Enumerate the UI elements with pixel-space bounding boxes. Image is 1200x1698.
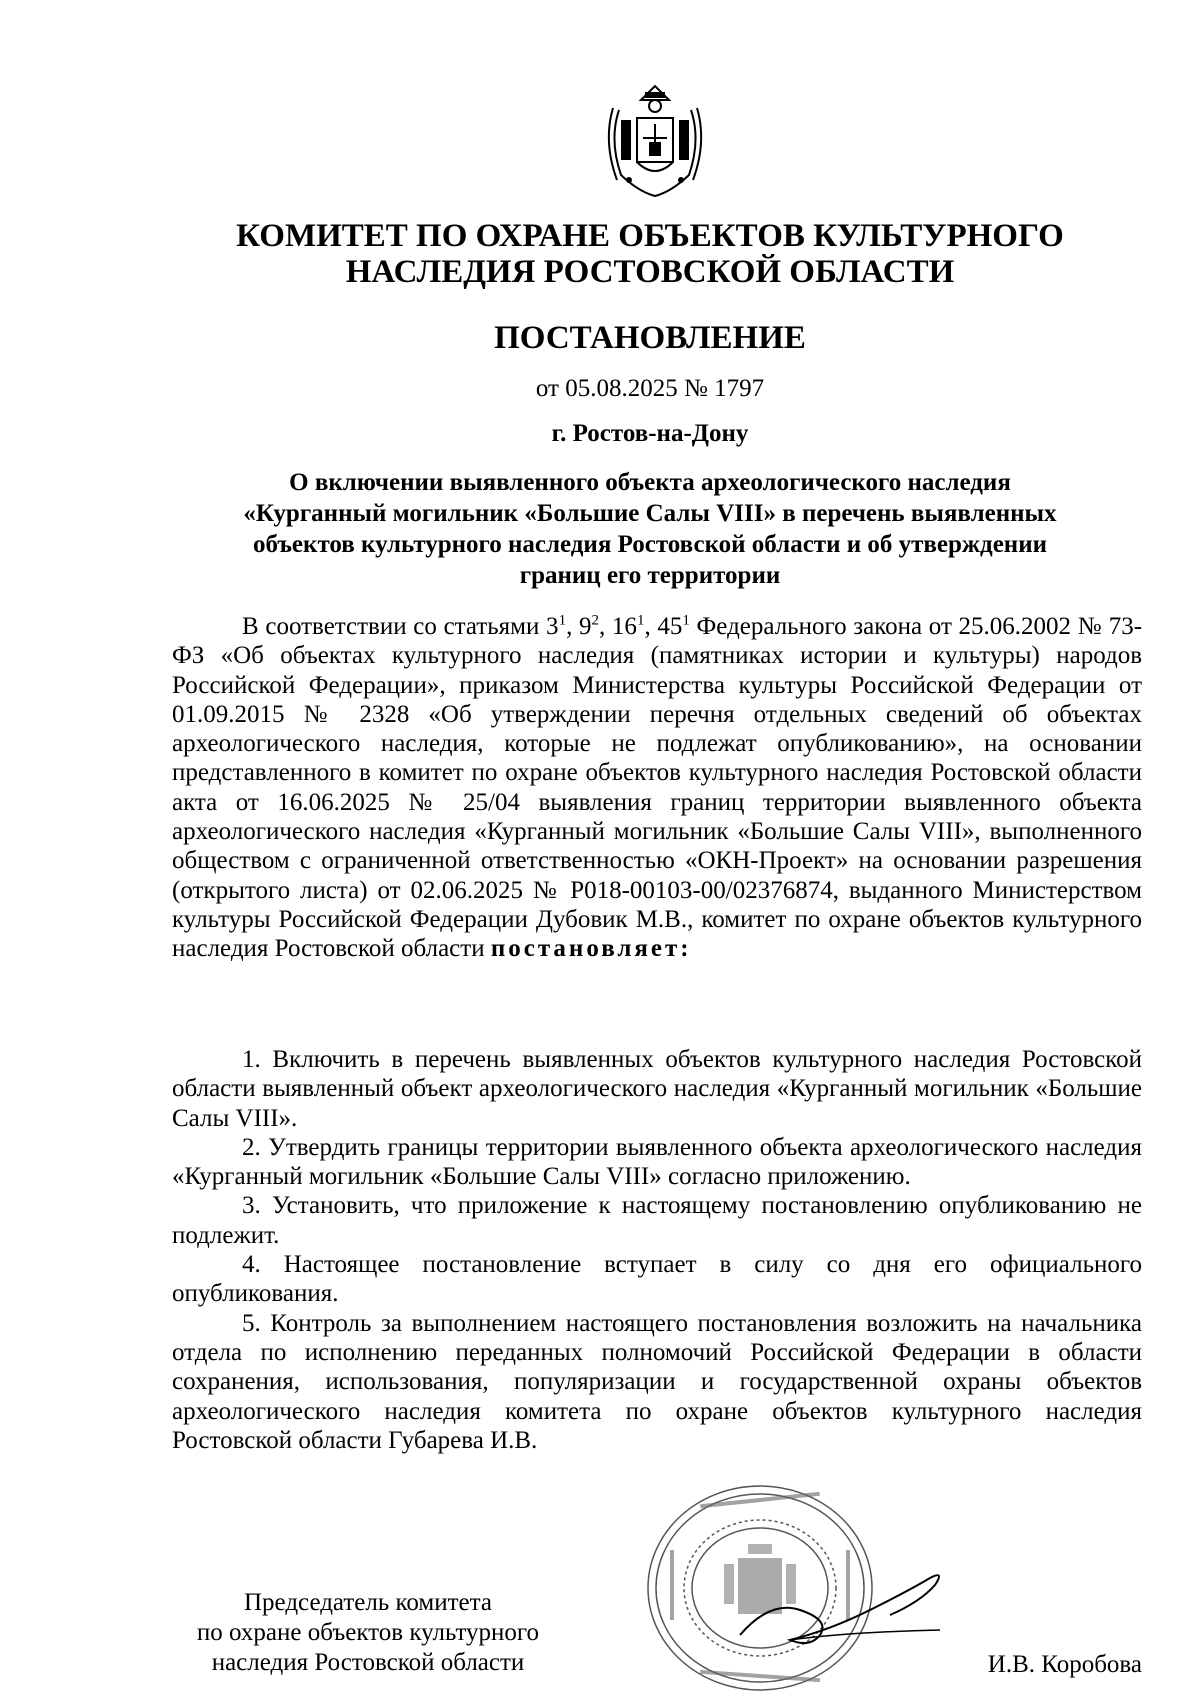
document-type: ПОСТАНОВЛЕНИЕ: [494, 320, 806, 356]
superscript-4: 1: [682, 612, 690, 629]
coat-of-arms-icon: [599, 80, 711, 200]
title-line-4: границ его территории: [519, 562, 781, 589]
signature-icon: [730, 1540, 960, 1660]
organization-line-2: НАСЛЕДИЯ РОСТОВСКОЙ ОБЛАСТИ: [345, 254, 955, 290]
preamble-text-1: В соответствии со статьями 3: [242, 613, 559, 640]
resolution-item-4: 4. Настоящее постановление вступает в силу со дня его официального опубликования.: [172, 1251, 1142, 1308]
superscript-2: 2: [591, 612, 599, 629]
signer-position-line-1: Председатель комитета: [244, 1589, 492, 1616]
preamble-text-3: , 16: [599, 613, 637, 640]
title-line-3: объектов культурного наследия Ростовской области и об утверждении: [252, 531, 1048, 558]
resolution-item-3: 3. Установить, что приложение к настоящему постановлению опубликованию не подлежит.: [172, 1192, 1142, 1249]
preamble-text-2: , 9: [566, 613, 592, 640]
title-line-2: «Курганный могильник «Большие Салы VIII» в перечень выявленных: [243, 500, 1057, 527]
resolves-keyword: постановляет:: [490, 935, 692, 963]
document-title: [190, 467, 1110, 591]
resolution-items: [172, 1045, 1142, 1455]
signer-position-line-3: наследия Ростовской области: [211, 1649, 525, 1676]
organization-name: [150, 218, 1150, 290]
preamble-paragraph: [172, 612, 1142, 964]
signer-position: [168, 1588, 568, 1678]
signer-position-line-2: по охране объектов культурного: [196, 1619, 540, 1646]
title-line-1: О включении выявленного объекта археологического наследия: [289, 469, 1011, 496]
document-city: г. Ростов-на-Дону: [551, 420, 749, 447]
preamble-text-4: , 45: [644, 613, 683, 640]
resolution-item-5: 5. Контроль за выполнением настоящего постановления возложить на начальника отдела по исполнению переданных полномочий Российской Федерации в области сохранения, использования, популяризации и государственной охраны объектов археологического наследия комитета по охране объектов культурного наследия Ростовской области Губарева И.В.: [172, 1309, 1142, 1454]
signer-name: И.В. Коробова: [987, 1651, 1142, 1678]
resolution-item-1: 1. Включить в перечень выявленных объектов культурного наследия Ростовской области выявленный объект археологического наследия «Курганный могильник «Большие Салы VIII».: [172, 1046, 1142, 1132]
resolution-item-2: 2. Утвердить границы территории выявленного объекта археологического наследия «Курганный могильник «Большие Салы VIII» согласно приложению.: [172, 1133, 1142, 1191]
superscript-1: 1: [558, 612, 567, 629]
organization-line-1: КОМИТЕТ ПО ОХРАНЕ ОБЪЕКТОВ КУЛЬТУРНОГО: [236, 218, 1064, 254]
document-number: от 05.08.2025 № 1797: [535, 375, 765, 402]
preamble-text-5: Федерального закона от 25.06.2002 № 73-ФЗ «Об объектах культурного наследия (памятниках истории и культуры) народов Российской Федерации», приказом Министерства культуры Российской Федерации от 01.09.2015 № 2328 «Об утверждении перечня отдельных сведений об объектах археологического наследия, которые не подлежат опубликованию», на основании представленного в комитет по охране объектов культурного наследия Ростовской области акта от 16.06.2025 № 25/04 выявления границ территории выявленного объекта археологического наследия «Курганный могильник «Большие Салы VIII», выполненного обществом с ограниченной ответственностью «ОКН-Проект» на основании разрешения (открытого листа) от 02.06.2025 № Р018-00103-00/02376874, выданного Министерством культуры Российской Федерации Дубовик М.В., комитет по охране объектов культурного наследия Ростовской области: [172, 613, 1143, 963]
superscript-3: 1: [636, 612, 645, 629]
